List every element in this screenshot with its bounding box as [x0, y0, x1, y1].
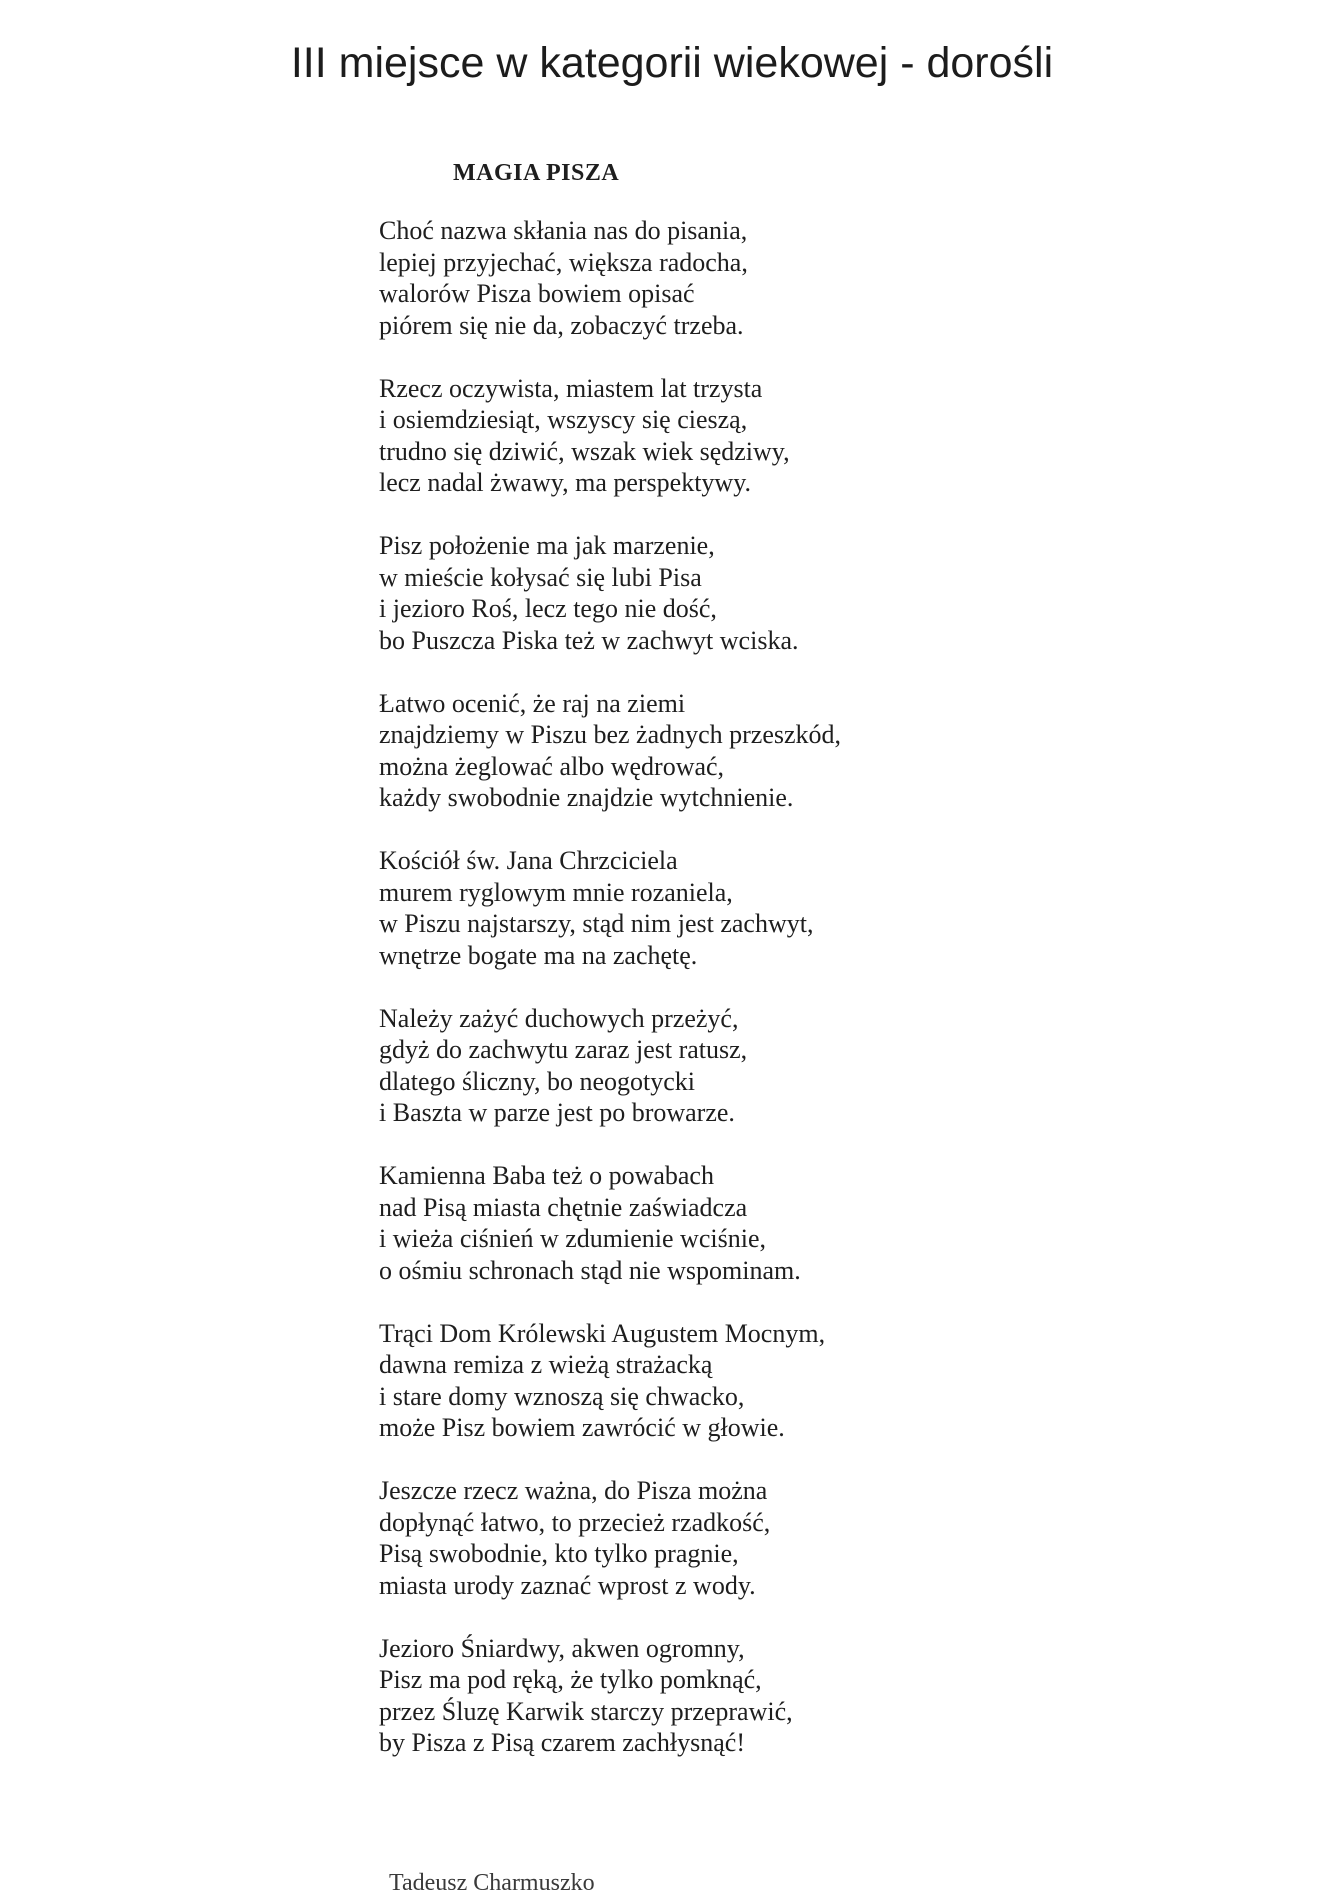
poem-line: trudno się dziwić, wszak wiek sędziwy,	[379, 436, 790, 466]
stanza-6	[379, 1003, 1279, 1129]
poem-line: w Piszu najstarszy, stąd nim jest zachwyt,	[379, 909, 814, 938]
poem-line: bo Puszcza Piska też w zachwyt wciska.	[379, 625, 799, 655]
poem-line: Łatwo ocenić, że raj na ziemi	[379, 688, 686, 718]
poem-line: Kamienna Baba też o powabach	[379, 1161, 714, 1190]
poem-line: Pisą swobodnie, kto tylko pragnie,	[379, 1539, 739, 1568]
poem-line: i jezioro Roś, lecz tego nie dość,	[379, 594, 717, 623]
poem-line: można żeglować albo wędrować,	[379, 751, 725, 781]
poem-line: przez Śluzę Karwik starczy przeprawić,	[379, 1696, 793, 1726]
poem-line: murem ryglowym mnie rozaniela,	[379, 877, 733, 907]
poem-line: Rzecz oczywista, miastem lat trzysta	[379, 373, 763, 403]
poem-line: wnętrze bogate ma na zachętę.	[379, 940, 698, 970]
poem-line: może Pisz bowiem zawrócić w głowie.	[379, 1413, 785, 1442]
poem-line: piórem się nie da, zobaczyć trzeba.	[379, 310, 744, 340]
stanza-2	[379, 373, 1279, 499]
poem-line: Jezioro Śniardwy, akwen ogromny,	[379, 1633, 745, 1663]
poem	[379, 155, 1279, 1790]
stanza-10	[379, 1633, 1279, 1759]
stanza-3	[379, 530, 1279, 656]
poem-line: i osiemdziesiąt, wszyscy się cieszą,	[379, 405, 748, 434]
poem-line: Kościół św. Jana Chrzciciela	[379, 846, 678, 875]
poem-line: dlatego śliczny, bo neogotycki	[379, 1066, 696, 1096]
poem-line: Trąci Dom Królewski Augustem Mocnym,	[379, 1318, 826, 1348]
stanza-8	[379, 1318, 1279, 1444]
poem-line: dopłynąć łatwo, to przecież rzadkość,	[379, 1507, 771, 1537]
poem-line: gdyż do zachwytu zaraz jest ratusz,	[379, 1035, 748, 1064]
poem-line: Pisz ma pod ręką, że tylko pomknąć,	[379, 1665, 762, 1694]
poem-line: Choć nazwa skłania nas do pisania,	[379, 216, 748, 245]
stanza-1	[379, 215, 1279, 341]
poem-line: Pisz położenie ma jak marzenie,	[379, 531, 715, 560]
poem-line: w mieście kołysać się lubi Pisa	[379, 562, 702, 592]
poem-line: lecz nadal żwawy, ma perspektywy.	[379, 468, 752, 497]
poem-line: walorów Pisza bowiem opisać	[379, 279, 695, 308]
poem-line: znajdziemy w Piszu bez żadnych przeszkód,	[379, 720, 842, 749]
poem-line: i Baszta w parze jest po browarze.	[379, 1098, 735, 1127]
stanza-7	[379, 1160, 1279, 1286]
page-heading: III miejsce w kategorii wiekowej - dorośli	[290, 39, 1054, 87]
poem-line: każdy swobodnie znajdzie wytchnienie.	[379, 783, 794, 812]
poem-line: nad Pisą miasta chętnie zaświadcza	[379, 1192, 748, 1222]
poem-line: o ośmiu schronach stąd nie wspominam.	[379, 1255, 801, 1285]
poem-line: lepiej przyjechać, większa radocha,	[379, 247, 748, 277]
poem-line: dawna remiza z wieżą strażacką	[379, 1350, 713, 1379]
poem-line: miasta urody zaznać wprost z wody.	[379, 1570, 756, 1600]
poem-line: by Pisza z Pisą czarem zachłysnąć!	[379, 1728, 746, 1757]
stanza-4	[379, 688, 1279, 814]
poem-line: Jeszcze rzecz ważna, do Pisza można	[379, 1476, 768, 1505]
poem-author: Tadeusz Charmuszko	[389, 1870, 595, 1896]
poem-title: MAGIA PISZA	[453, 160, 620, 186]
stanza-9	[379, 1475, 1279, 1601]
stanza-5	[379, 845, 1279, 971]
poem-line: i stare domy wznoszą się chwacko,	[379, 1381, 745, 1411]
poem-line: i wieża ciśnień w zdumienie wciśnie,	[379, 1224, 766, 1253]
poem-line: Należy zażyć duchowych przeżyć,	[379, 1003, 739, 1033]
